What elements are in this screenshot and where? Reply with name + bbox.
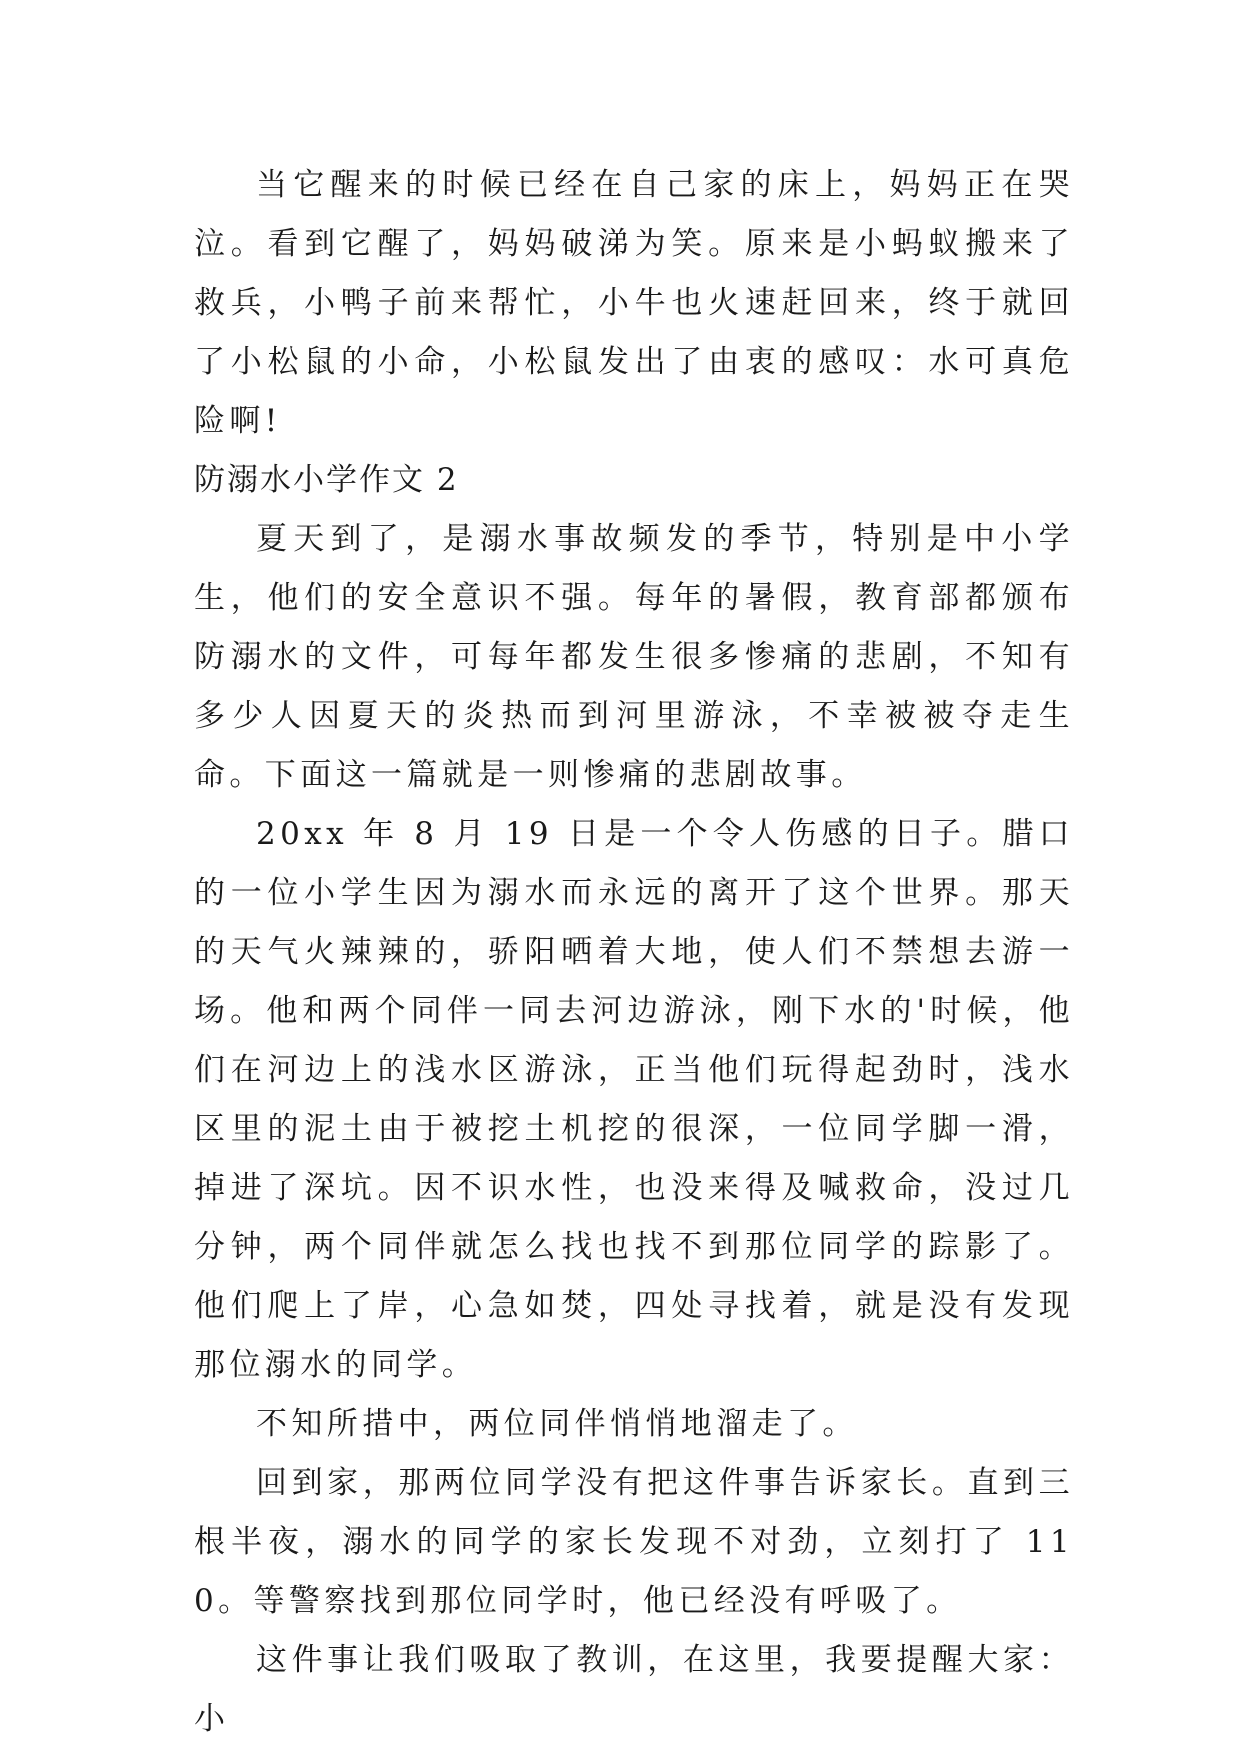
document-body xyxy=(194,156,1074,1749)
paragraph-companions-left: 不知所措中，两位同伴悄悄地溜走了。 xyxy=(256,1406,858,1442)
paragraph-lesson: 这件事让我们吸取了教训，在这里，我要提醒大家：小 xyxy=(194,1642,1074,1737)
paragraph-home: 回到家，那两位同学没有把这件事告诉家长。直到三根半夜，溺水的同学的家长发现不对劲，立刻打了 110。等警察找到那位同学时，他已经没有呼吸了。 xyxy=(194,1465,1074,1619)
paragraph-story-ending: 当它醒来的时候已经在自己家的床上，妈妈正在哭泣。看到它醒了，妈妈破涕为笑。原来是小蚂蚁搬来了救兵，小鸭子前来帮忙，小牛也火速赶回来，终于就回了小松鼠的小命，小松鼠发出了由衷的感叹：水可真危险啊! xyxy=(194,167,1074,439)
paragraph-incident: 20xx 年 8 月 19 日是一个令人伤感的日子。腊口的一位小学生因为溺水而永远的离开了这个世界。那天的天气火辣辣的，骄阳晒着大地，使人们不禁想去游一场。他和两个同伴一同去河边游泳，刚下水的'时候，他们在河边上的浅水区游泳，正当他们玩得起劲时，浅水区里的泥土由于被挖土机挖的很深，一位同学脚一滑，掉进了深坑。因不识水性，也没来得及喊救命，没过几分钟，两个同伴就怎么找也找不到那位同学的踪影了。他们爬上了岸，心急如焚，四处寻找着，就是没有发现那位溺水的同学。 xyxy=(194,816,1074,1383)
section-heading: 防溺水小学作文 2 xyxy=(194,462,459,498)
paragraph-intro: 夏天到了，是溺水事故频发的季节，特别是中小学生，他们的安全意识不强。每年的暑假，教育部都颁布防溺水的文件，可每年都发生很多惨痛的悲剧，不知有多少人因夏天的炎热而到河里游泳，不幸被被夺走生命。下面这一篇就是一则惨痛的悲剧故事。 xyxy=(194,521,1074,793)
